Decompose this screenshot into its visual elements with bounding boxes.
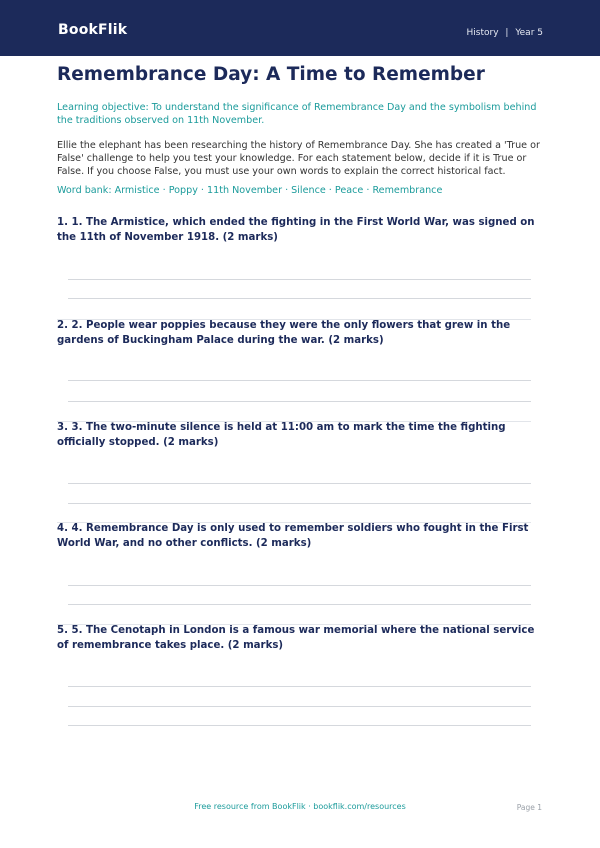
brand-logo: BookFlik	[58, 22, 128, 38]
answer-line[interactable]	[68, 604, 531, 605]
page-header	[0, 0, 600, 56]
header-separator: |	[505, 28, 509, 38]
answer-line[interactable]	[68, 686, 531, 687]
answer-line[interactable]	[68, 706, 531, 707]
question-5: 5. 5. The Cenotaph in London is a famous war memorial where the national service of remembrance takes place. (2 marks)	[57, 625, 535, 651]
page-number: Page 1	[516, 803, 542, 812]
answer-line[interactable]	[68, 401, 531, 402]
intro-text: Ellie the elephant has been researching the history of Remembrance Day. She has created a 'True or False' challenge to help you test your knowledge. For each statement below, decide if it is True or False. If you choose False, you must use your own words to explain the correct historical fact.	[57, 140, 540, 177]
question-2: 2. 2. People wear poppies because they were the only flowers that grew in the gardens of Buckingham Palace during the war. (2 marks)	[57, 320, 511, 346]
answer-line[interactable]	[68, 279, 531, 280]
question-4: 4. 4. Remembrance Day is only used to remember soldiers who fought in the First World War, and no other conflicts. (2 marks)	[57, 523, 529, 549]
word-bank: Word bank: Armistice · Poppy · 11th November · Silence · Peace · Remembrance	[57, 185, 443, 196]
header-subject-year	[467, 28, 543, 38]
footer-text: Free resource from BookFlik · bookflik.com/resources	[194, 802, 406, 811]
answer-line[interactable]	[68, 725, 531, 726]
answer-line[interactable]	[68, 380, 531, 381]
answer-line[interactable]	[68, 298, 531, 299]
answer-line[interactable]	[68, 503, 531, 504]
subject-label: History	[466, 28, 499, 38]
answer-line[interactable]	[68, 585, 531, 586]
page-title: Remembrance Day: A Time to Remember	[57, 64, 485, 85]
learning-objective: Learning objective: To understand the significance of Remembrance Day and the symbolism behind the traditions observed on 11th November.	[57, 102, 537, 126]
year-label: Year 5	[515, 28, 543, 38]
answer-line[interactable]	[68, 483, 531, 484]
question-1: 1. 1. The Armistice, which ended the fighting in the First World War, was signed on the 11th of November 1918. (2 marks)	[57, 217, 535, 243]
question-3: 3. 3. The two-minute silence is held at 11:00 am to mark the time the fighting officially stopped. (2 marks)	[57, 422, 506, 448]
